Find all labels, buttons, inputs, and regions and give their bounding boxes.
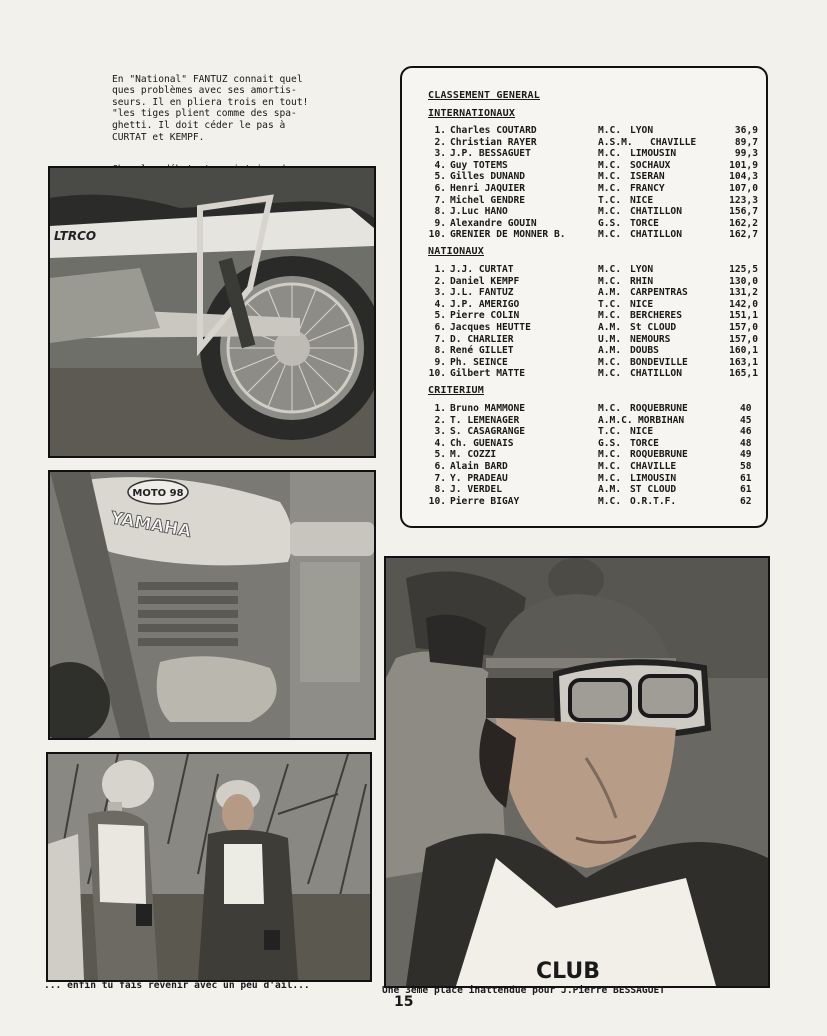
result-row: 10. Pierre BIGAY M.C. O.R.T.F. 62: [428, 495, 752, 507]
result-row: 2. T. LEMENAGER A.M.C. MORBIHAN 45: [434, 414, 752, 426]
result-row: 6. Henri JAQUIER M.C. FRANCY 107,0: [434, 183, 758, 194]
result-row: 2. Christian RAYER A.S.M. CHAVILLE 89,7: [434, 136, 758, 148]
result-row: 9. Alexandre GOUIN G.S. TORCE 162,2: [434, 217, 758, 229]
moto1-brand-text: LTRCO: [54, 229, 97, 243]
result-row: 4. J.P. AMERIGO T.C. NICE 142,0: [434, 298, 758, 310]
result-row: 8. René GILLET A.M. DOUBS 160,1: [434, 345, 758, 357]
result-row: 4. Guy TOTEMS M.C. SOCHAUX 101,9: [434, 159, 758, 171]
criterium-title: CRITERIUM: [428, 385, 484, 396]
result-row: 2. Daniel KEMPF M.C. RHIN 130,0: [434, 275, 758, 287]
result-row: 8. J. VERDEL A.M. ST CLOUD 61: [434, 484, 752, 496]
result-row: 6. Jacques HEUTTE A.M. St CLOUD 157,0: [434, 322, 758, 333]
caption-riders: ... enfin tu fais revenir avec un peu d'ail...: [44, 980, 310, 991]
results-main-title: CLASSEMENT GENERAL: [428, 90, 540, 101]
photo-riders-talking: [46, 752, 372, 982]
result-row: 1. Bruno MAMMONE M.C. ROQUEBRUNE 40: [434, 403, 752, 414]
result-row: 8. J.Luc HANO M.C. CHATILLON 156,7: [434, 206, 758, 218]
result-row: 5. M. COZZI M.C. ROQUEBRUNE 49: [434, 449, 752, 461]
results-panel: [400, 66, 768, 528]
page-number: 15: [394, 994, 414, 1010]
result-row: 4. Ch. GUENAIS G.S. TORCE 48: [434, 437, 752, 449]
photo-motorcycle-rear: [48, 166, 376, 458]
result-row: 6. Alain BARD M.C. CHAVILLE 58: [434, 461, 752, 472]
tank-brand-text: YAMAHA: [109, 508, 193, 542]
motorcycle-rear-illustration: [50, 168, 374, 456]
result-row: 5. Pierre COLIN M.C. BERCHERES 151,1: [434, 310, 758, 322]
riders-illustration: [48, 754, 370, 980]
rider-portrait-illustration: [386, 558, 768, 986]
result-row: 1. J.J. CURTAT M.C. LYON 125,5: [434, 264, 758, 275]
result-row: 3. S. CASAGRANGE T.C. NICE 46: [434, 426, 752, 438]
intro-paragraph-1: En "National" FANTUZ connait quel ques problèmes avec ses amortis- seurs. Il en pliera trois en tout! "les tiges plient comme des spa- ghetti. Il doit céder le pas à CURTAT et KEMPF.: [112, 73, 309, 143]
result-row: 3. J.P. BESSAGUET M.C. LIMOUSIN 99,3: [434, 148, 758, 160]
yamaha-engine-illustration: [50, 472, 374, 738]
result-row: 3. J.L. FANTUZ A.M. CARPENTRAS 131,2: [434, 287, 758, 299]
result-row: 10. GRENIER DE MONNER B. M.C. CHATILLON 162,7: [428, 229, 758, 241]
portrait-bib-text: CLUB: [536, 959, 601, 984]
result-row: 5. Gilles DUNAND M.C. ISERAN 104,3: [434, 171, 758, 183]
caption-portrait: Une 3ème place inattendue pour J.Pierre BESSAGUET: [382, 985, 666, 996]
result-row: 10. Gilbert MATTE M.C. CHATILLON 165,1: [428, 368, 758, 380]
result-row: 1. Charles COUTARD M.C. LYON 36,9: [434, 125, 758, 136]
internationaux-title: INTERNATIONAUX: [428, 108, 516, 119]
nationaux-title: NATIONAUX: [428, 246, 484, 257]
photo-rider-portrait: [384, 556, 770, 988]
result-row: 7. Y. PRADEAU M.C. LIMOUSIN 61: [434, 472, 752, 484]
result-row: 7. D. CHARLIER U.M. NEMOURS 157,0: [434, 333, 758, 345]
photo-yamaha-engine: [48, 470, 376, 740]
result-row: 7. Michel GENDRE T.C. NICE 123,3: [434, 194, 758, 206]
result-row: 9. Ph. SEINCE M.C. BONDEVILLE 163,1: [434, 356, 758, 368]
tank-sticker-text: MOTO 98: [132, 488, 184, 499]
